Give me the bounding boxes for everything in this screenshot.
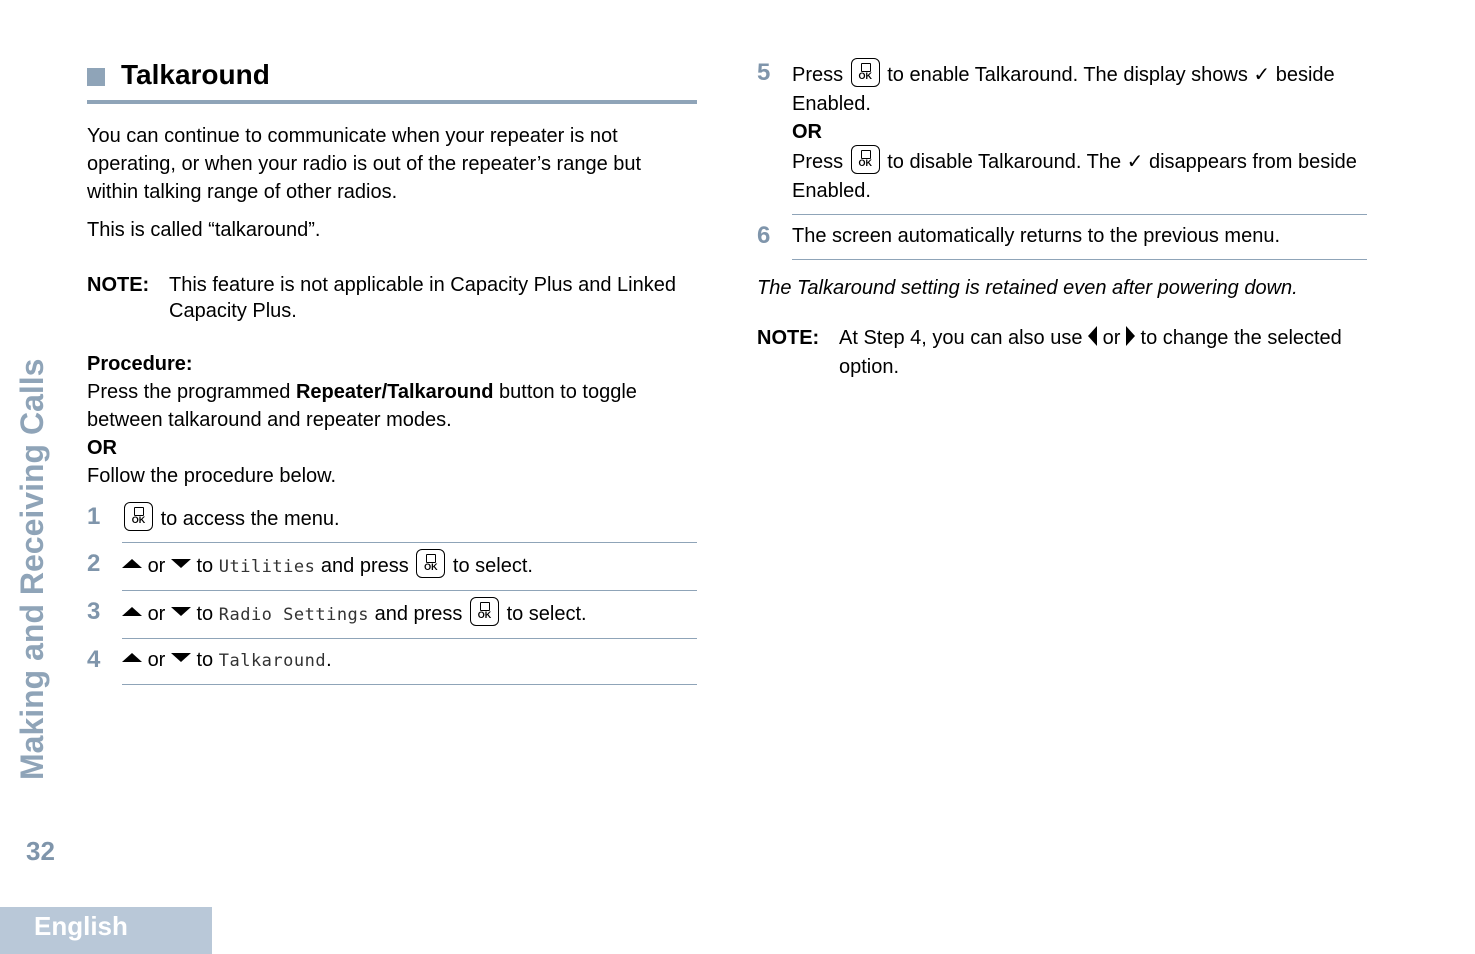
step-5 bbox=[757, 58, 1367, 215]
note-or: or bbox=[1102, 327, 1121, 349]
procedure-label: Procedure: bbox=[87, 353, 193, 375]
right-column bbox=[757, 58, 1367, 382]
down-arrow-icon bbox=[171, 559, 191, 568]
step-and-press: and press bbox=[374, 603, 463, 625]
step-or: or bbox=[147, 649, 166, 671]
step-body bbox=[792, 215, 1367, 260]
step-text: The screen automatically returns to the previous menu. bbox=[792, 225, 1281, 247]
press-prefix: Press the programmed bbox=[87, 381, 296, 403]
step-number: 6 bbox=[757, 222, 771, 249]
press-paragraph bbox=[87, 378, 697, 434]
step-number: 3 bbox=[87, 598, 101, 625]
or-label: OR bbox=[87, 437, 117, 459]
heading-square-icon bbox=[87, 68, 105, 86]
menu-item-name: Utilities bbox=[218, 557, 316, 577]
step-body bbox=[122, 591, 697, 639]
step-enable-text: to enable Talkaround. The display shows ✓ beside Enabled. bbox=[792, 64, 1335, 115]
step-number: 2 bbox=[87, 550, 101, 577]
step-select: to select. bbox=[506, 603, 587, 625]
step-to: to bbox=[196, 649, 214, 671]
menu-item-name: Talkaround bbox=[218, 651, 327, 671]
down-arrow-icon bbox=[171, 607, 191, 616]
step-to: to bbox=[196, 555, 214, 577]
note-text: This feature is not applicable in Capacity Plus and Linked Capacity Plus. bbox=[169, 274, 676, 322]
step-body bbox=[792, 58, 1367, 215]
note-suffix: to change the selected option. bbox=[839, 327, 1342, 378]
section-title: Talkaround bbox=[121, 59, 270, 90]
menu-item-name: Radio Settings bbox=[218, 605, 370, 625]
up-arrow-icon bbox=[122, 653, 142, 662]
note-block bbox=[87, 272, 697, 324]
step-and-press: and press bbox=[320, 555, 409, 577]
note-label: NOTE: bbox=[757, 327, 820, 349]
language-tab: English bbox=[0, 907, 212, 954]
step-number: 5 bbox=[757, 59, 771, 86]
menu-ok-button-icon bbox=[124, 502, 153, 531]
step-end: . bbox=[326, 649, 332, 671]
page-number: 32 bbox=[26, 836, 55, 866]
step-body bbox=[122, 502, 697, 543]
step-number: 1 bbox=[87, 503, 101, 530]
step-or: or bbox=[147, 603, 166, 625]
step-1 bbox=[87, 502, 697, 543]
menu-ok-button-icon bbox=[416, 549, 445, 578]
chapter-side-title: Making and Receiving Calls bbox=[14, 358, 50, 780]
left-column bbox=[87, 58, 697, 685]
note-prefix: At Step 4, you can also use bbox=[839, 327, 1083, 349]
right-arrow-icon bbox=[1126, 326, 1135, 346]
steps-list bbox=[87, 502, 697, 685]
repeater-talkaround-button-name: Repeater/Talkaround bbox=[295, 381, 494, 403]
note-label: NOTE: bbox=[87, 274, 150, 296]
intro-paragraph: You can continue to communicate when your repeater is not operating, or when your radio is out of the repeater’s range but within talking range of other radios. bbox=[87, 125, 642, 203]
note-block-2 bbox=[757, 324, 1367, 382]
step-or-label: OR bbox=[792, 121, 822, 143]
up-arrow-icon bbox=[122, 607, 142, 616]
step-2 bbox=[87, 543, 697, 591]
step-number: 4 bbox=[87, 646, 101, 673]
press-suffix: button to toggle between talkaround and repeater modes. bbox=[87, 381, 637, 431]
section-heading bbox=[87, 58, 697, 104]
step-text: to access the menu. bbox=[160, 508, 340, 530]
follow-text: Follow the procedure below. bbox=[87, 465, 337, 487]
step-3 bbox=[87, 591, 697, 639]
retained-note: The Talkaround setting is retained even after powering down. bbox=[757, 277, 1298, 299]
step-select: to select. bbox=[452, 555, 533, 577]
step-body bbox=[122, 543, 697, 591]
menu-ok-button-icon bbox=[851, 58, 880, 87]
step-press: Press bbox=[792, 64, 844, 86]
down-arrow-icon bbox=[171, 653, 191, 662]
step-6 bbox=[757, 215, 1367, 260]
called-paragraph: This is called “talkaround”. bbox=[87, 219, 321, 241]
note-text bbox=[839, 324, 1367, 382]
left-arrow-icon bbox=[1088, 326, 1097, 346]
step-disable-text: to disable Talkaround. The ✓ disappears from beside Enabled. bbox=[792, 151, 1357, 202]
step-to: to bbox=[196, 603, 214, 625]
menu-ok-button-icon bbox=[470, 597, 499, 626]
up-arrow-icon bbox=[122, 559, 142, 568]
step-press: Press bbox=[792, 151, 844, 173]
step-body bbox=[122, 639, 697, 685]
step-or: or bbox=[147, 555, 166, 577]
menu-ok-button-icon bbox=[851, 145, 880, 174]
step-4 bbox=[87, 639, 697, 685]
